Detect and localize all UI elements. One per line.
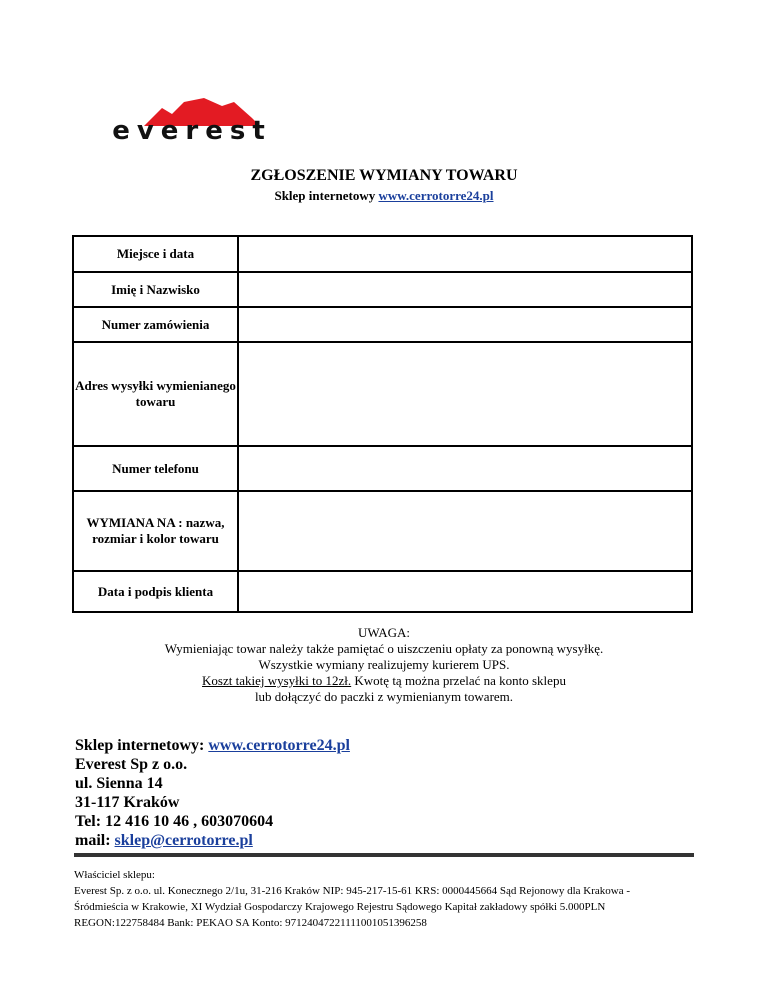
everest-logo (100, 96, 284, 146)
notice-line (0, 673, 768, 689)
row-label-shipping-address: Adres wysyłki wymienianego towaru (73, 342, 238, 446)
subtitle-prefix: Sklep internetowy (274, 188, 379, 203)
row-label-exchange-for: WYMIANA NA : nazwa, rozmiar i kolor towaru (73, 491, 238, 571)
footer-line: Everest Sp. z o.o. ul. Koneczn​ego 2/1u, 31-216 Kraków NIP: 945-217-15-61 KRS: 0000445664 Sąd Rejonowy dla Krakowa - (74, 885, 631, 897)
table-row (73, 491, 692, 571)
row-label-order-number: Numer zamówienia (73, 307, 238, 342)
page-subtitle (0, 188, 768, 204)
field-signature[interactable] (238, 571, 692, 612)
shipping-cost-text: Koszt takiej wysyłki to 12zł. (202, 673, 352, 688)
contact-block (75, 736, 350, 850)
table-row (73, 342, 692, 446)
contact-mail-prefix: mail: (75, 832, 115, 849)
shop-link[interactable]: www.cerrotorre24.pl (378, 188, 494, 203)
field-order-number[interactable] (238, 307, 692, 342)
row-label-phone: Numer telefonu (73, 446, 238, 491)
contact-shop-prefix: Sklep internetowy: (75, 737, 209, 754)
contact-phone: Tel: 12 416 10 46 , 603070604 (75, 813, 274, 830)
contact-mail-link[interactable]: sklep@cerrotorre.pl (114, 832, 253, 849)
notice-line-rest: Kwotę tą można przelać na konto sklepu (351, 673, 566, 688)
table-row (73, 272, 692, 307)
contact-street: ul. Sienna 14 (75, 775, 163, 792)
notice-block (0, 625, 768, 705)
contact-mail (75, 831, 350, 850)
row-label-name: Imię i Nazwisko (73, 272, 238, 307)
table-row (73, 446, 692, 491)
notice-heading: UWAGA: (358, 625, 410, 640)
table-row (73, 571, 692, 612)
table-row (73, 307, 692, 342)
notice-line: Wymieniając towar należy także pamiętać o uiszczeniu opłaty za ponowną wysyłkę. (164, 641, 604, 656)
field-shipping-address[interactable] (238, 342, 692, 446)
row-label-signature: Data i podpis klienta (73, 571, 238, 612)
footer-line: REGON:122758484 Bank: PEKAO SA Konto: 97124047221111001051396258 (74, 917, 427, 929)
contact-shop-link[interactable]: www.cerrotorre24.pl (208, 737, 350, 754)
footer-owner-label: Właściciel sklepu: (74, 869, 155, 881)
field-phone[interactable] (238, 446, 692, 491)
field-place-date[interactable] (238, 236, 692, 272)
field-name[interactable] (238, 272, 692, 307)
double-divider (74, 853, 694, 857)
contact-company: Everest Sp z o.o. (75, 756, 188, 773)
row-label-place-date: Miejsce i data (73, 236, 238, 272)
contact-shop (75, 736, 350, 755)
logo-text: everest (112, 116, 272, 146)
table-row (73, 236, 692, 272)
page-title: ZGŁOSZENIE WYMIANY TOWARU (250, 167, 518, 184)
field-exchange-for[interactable] (238, 491, 692, 571)
footer-legal (74, 867, 694, 931)
notice-line: Wszystkie wymiany realizujemy kurierem UPS. (258, 657, 510, 672)
footer-line: Śródmieścia w Krakowie, XI Wydział Gospodarczy Krajowego Rejestru Sądowego Kapitał zakładowy spółki 5.000PLN (74, 901, 606, 913)
contact-city: 31-117 Kraków (75, 794, 180, 811)
exchange-form-table (72, 235, 693, 613)
notice-line: lub dołączyć do paczki z wymienianym towarem. (254, 689, 514, 704)
